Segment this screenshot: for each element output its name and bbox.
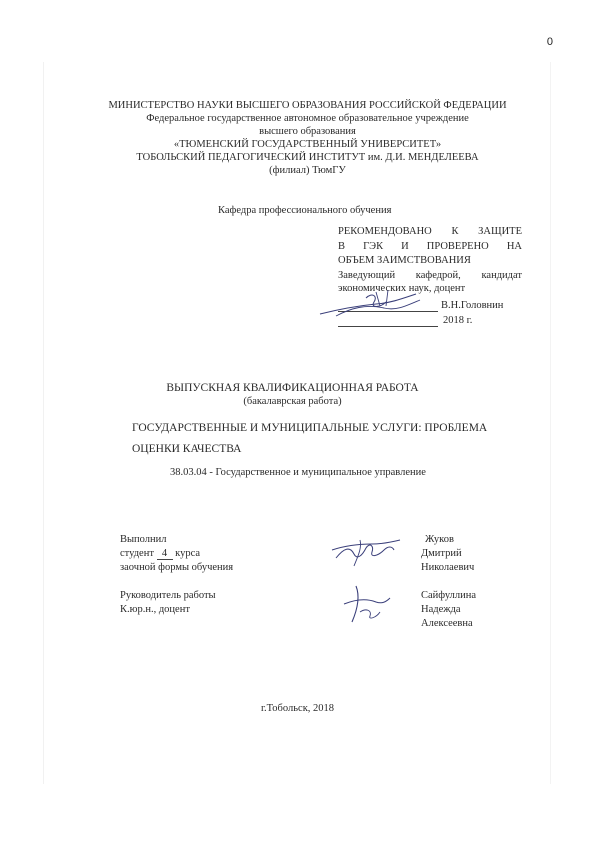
student-label-2 <box>120 548 200 561</box>
head-signature-image <box>316 284 426 324</box>
approval-line-4: Заведующий кафедрой, кандидат <box>338 269 522 281</box>
education-level-line: высшего образования <box>259 126 356 137</box>
approval-year: 2018 г. <box>443 315 473 326</box>
specialty: 38.03.04 - Государственное и муниципальное управление <box>170 467 426 478</box>
course-number: 4 <box>157 548 173 560</box>
university-line: «ТЮМЕНСКИЙ ГОСУДАРСТВЕННЫЙ УНИВЕРСИТЕТ» <box>173 139 442 150</box>
page-number: 0 <box>546 36 553 48</box>
work-subtype: (бакалаврская работа) <box>243 396 342 407</box>
ministry-line: МИНИСТЕРСТВО НАУКИ ВЫСШЕГО ОБРАЗОВАНИЯ РОССИЙСКОЙ ФЕДЕРАЦИИ <box>108 100 507 111</box>
student-label-1: Выполнил <box>120 534 167 545</box>
approval-line-2: В ГЭК И ПРОВЕРЕНО НА <box>338 240 522 252</box>
student-surname: Жуков <box>425 534 454 545</box>
supervisor-signature-image <box>336 582 396 626</box>
student-label-3: заочной формы обучения <box>120 562 234 573</box>
thesis-title-line-2: ОЦЕНКИ КАЧЕСТВА <box>132 443 242 455</box>
department: Кафедра профессионального обучения <box>218 205 392 216</box>
supervisor-surname: Сайфуллина <box>421 590 476 601</box>
student-signature-image <box>326 536 406 570</box>
city-year: г.Тобольск, 2018 <box>260 703 335 714</box>
approval-line-5: экономических наук, доцент <box>338 283 466 294</box>
course-word: курса <box>175 548 201 559</box>
supervisor-patronymic: Алексеевна <box>421 618 473 629</box>
student-firstname: Дмитрий <box>421 548 462 559</box>
work-type: ВЫПУСКНАЯ КВАЛИФИКАЦИОННАЯ РАБОТА <box>166 382 419 394</box>
approval-line-3: ОБЪЕМ ЗАИМСТВОВАНИЯ <box>338 255 471 266</box>
institution-type-line: Федеральное государственное автономное образовательное учреждение <box>146 113 469 124</box>
approval-name: В.Н.Головнин <box>441 300 504 311</box>
branch-line: (филиал) ТюмГУ <box>269 165 346 176</box>
approval-date-line <box>338 326 438 327</box>
thesis-title-line-1: ГОСУДАРСТВЕННЫЕ И МУНИЦИПАЛЬНЫЕ УСЛУГИ: ПРОБЛЕМА <box>132 422 488 434</box>
approval-line-1: РЕКОМЕНДОВАНО К ЗАЩИТЕ <box>338 226 522 237</box>
student-patronymic: Николаевич <box>421 562 475 573</box>
supervisor-label-1: Руководитель работы <box>120 590 216 601</box>
student-word: студент <box>120 548 154 559</box>
supervisor-label-2: К.юр.н., доцент <box>120 604 190 615</box>
supervisor-firstname: Надежда <box>421 604 461 615</box>
institute-line: ТОБОЛЬСКИЙ ПЕДАГОГИЧЕСКИЙ ИНСТИТУТ им. Д.И. МЕНДЕЛЕЕВА <box>136 152 479 163</box>
